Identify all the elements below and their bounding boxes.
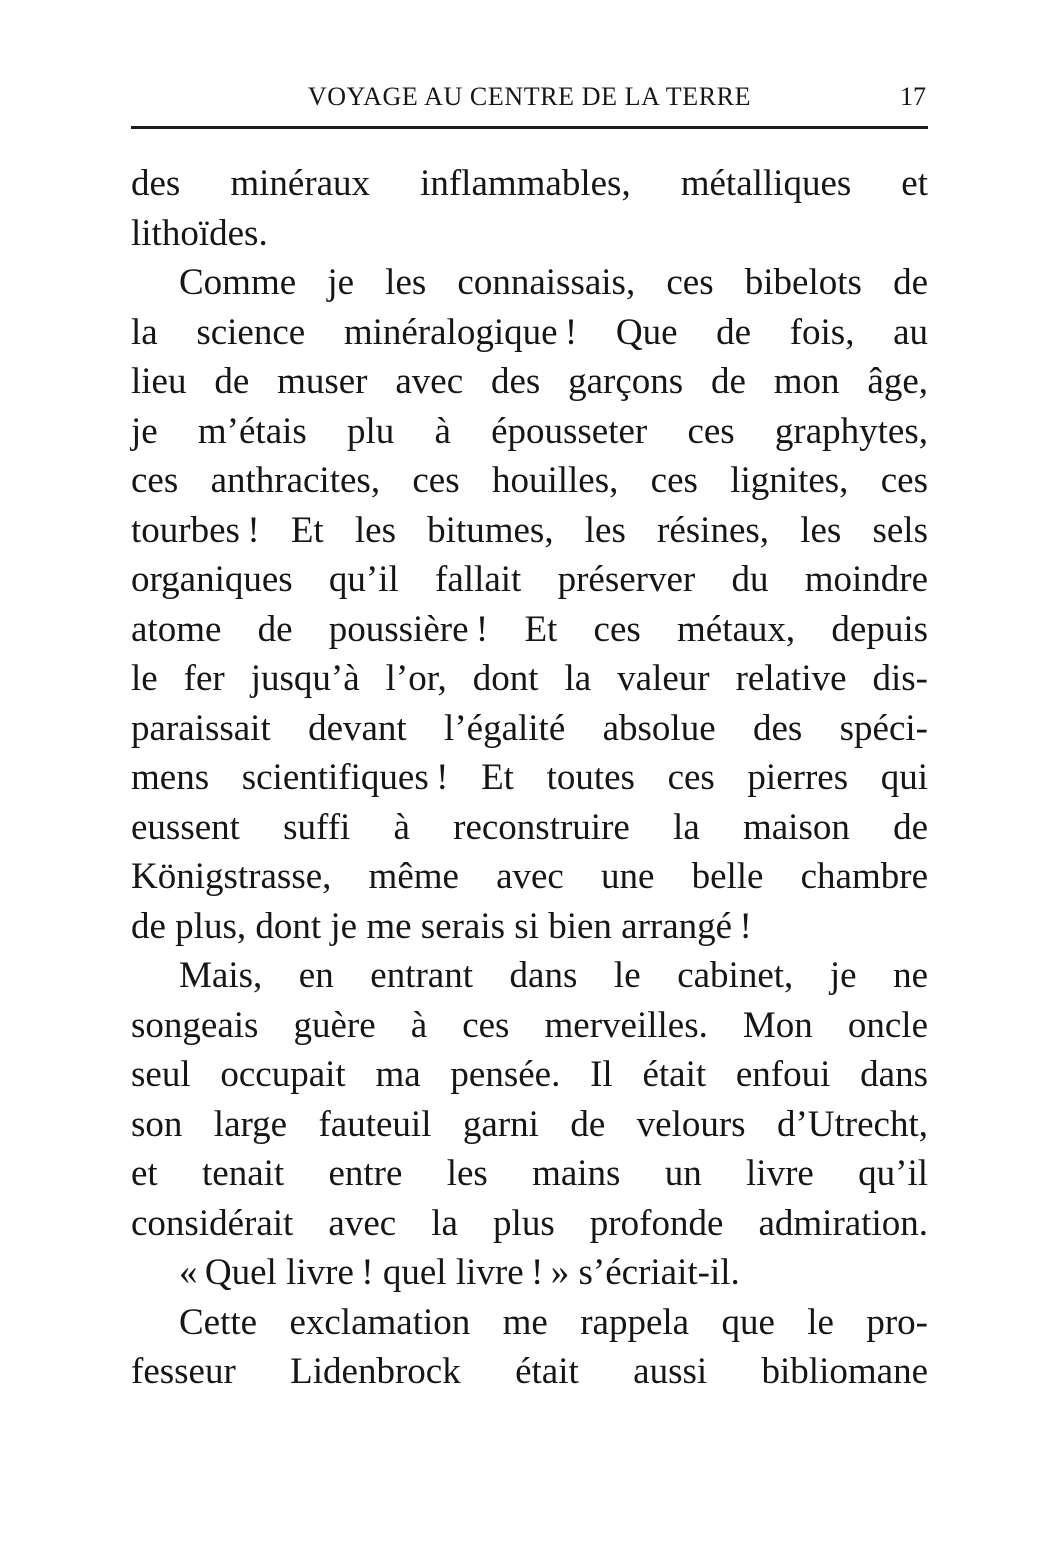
text-line: lieu de muser avec des garçons de mon âge,	[131, 361, 928, 402]
running-header	[131, 82, 928, 112]
page-number: 17	[900, 82, 926, 111]
text-line: et tenait entre les mains un livre qu’il	[131, 1153, 928, 1194]
text-line: Cette exclamation me rappela que le pro-	[179, 1301, 928, 1343]
text-line: je m’étais plu à épousseter ces graphytes,	[131, 410, 928, 452]
text-line: songeais guère à ces merveilles. Mon oncle	[131, 1004, 928, 1046]
text-line: son large fauteuil garni de velours d’Utrecht,	[131, 1103, 928, 1145]
text-line: organiques qu’il fallait préserver du moindre	[131, 559, 928, 600]
text-line: seul occupait ma pensée. Il était enfoui dans	[131, 1054, 928, 1095]
text-line: eussent suffi à reconstruire la maison de	[131, 806, 928, 848]
text-line: paraissait devant l’égalité absolue des spéci-	[131, 707, 928, 749]
running-header-title: VOYAGE AU CENTRE DE LA TERRE	[307, 82, 752, 111]
text-line: atome de poussière ! Et ces métaux, depuis	[131, 608, 928, 650]
text-line: mens scientifiques ! Et toutes ces pierres qui	[131, 757, 928, 798]
text-line: le fer jusqu’à l’or, dont la valeur relative dis-	[131, 658, 928, 699]
text-line: Mais, en entrant dans le cabinet, je ne	[179, 955, 928, 996]
page-body	[131, 159, 928, 1397]
text-line: Comme je les connaissais, ces bibelots de	[179, 262, 928, 303]
text-line: considérait avec la plus profonde admiration.	[131, 1202, 928, 1244]
text-line: lithoïdes.	[131, 212, 268, 254]
text-line: de plus, dont je me serais si bien arrangé !	[131, 905, 752, 947]
text-line: des minéraux inflammables, métalliques et	[131, 163, 928, 204]
text-line: Königstrasse, même avec une belle chambre	[131, 856, 928, 897]
text-line: tourbes ! Et les bitumes, les résines, les sels	[131, 509, 928, 551]
text-line: ces anthracites, ces houilles, ces lignites, ces	[131, 460, 928, 501]
text-line: « Quel livre ! quel livre ! » s’écriait-il.	[179, 1252, 740, 1293]
text-line: la science minéralogique ! Que de fois, au	[131, 311, 928, 353]
text-line: fesseur Lidenbrock était aussi bibliomane	[131, 1351, 928, 1392]
header-rule	[131, 126, 928, 129]
